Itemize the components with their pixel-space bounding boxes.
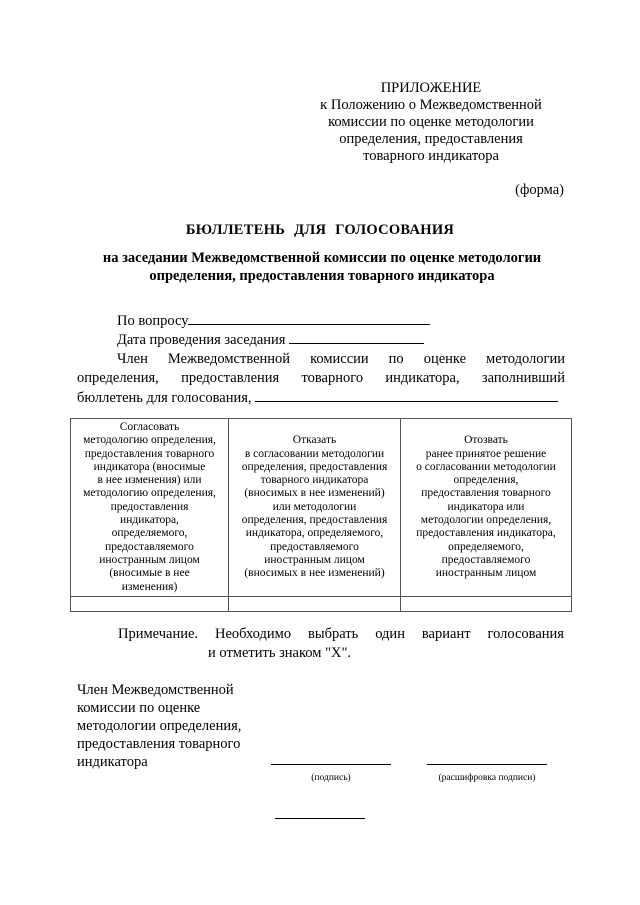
- date-input[interactable]: [289, 330, 424, 344]
- word: Примечание.: [118, 626, 199, 642]
- option-withdraw-line: предоставления товарного: [421, 487, 551, 500]
- word: по: [388, 351, 404, 367]
- option-withdraw-line: определения,: [453, 474, 519, 487]
- option-withdraw-line: предоставляемого: [441, 553, 531, 566]
- member-line-2: [77, 369, 565, 388]
- vote-cell-withdraw[interactable]: [401, 596, 572, 611]
- appendix-line: товарного индикатора: [363, 148, 499, 164]
- option-refuse: [229, 419, 401, 597]
- member-paragraph: [77, 350, 565, 408]
- option-withdraw-line: индикатора или: [447, 500, 525, 513]
- appendix-line: определения, предоставления: [339, 131, 523, 147]
- option-withdraw: [401, 419, 572, 597]
- option-refuse-line: определения, предоставления: [241, 460, 388, 473]
- question-field: [117, 311, 430, 330]
- word: Необходимо: [215, 626, 292, 642]
- word: один: [375, 626, 405, 642]
- option-refuse-line: определения, предоставления: [241, 514, 388, 527]
- word: комиссии: [310, 351, 369, 367]
- member-line-1: [77, 350, 565, 369]
- member-line-3-text: бюллетень для голосования,: [77, 390, 252, 406]
- option-approve-line: индикатора,: [120, 514, 179, 527]
- word: методологии: [486, 351, 565, 367]
- option-approve-line: предоставляемого: [105, 540, 194, 553]
- word: индикатора,: [385, 370, 460, 386]
- question-label: По вопросу: [117, 313, 189, 329]
- option-refuse-line: или методологии: [272, 500, 357, 513]
- option-approve-line: методологию определения,: [83, 434, 216, 447]
- subtitle-line: определения, предоставления товарного индикатора: [149, 268, 495, 284]
- note-line-2: и отметить знаком "X".: [208, 645, 352, 661]
- word: Член: [117, 351, 148, 367]
- option-refuse-line: (вносимых в нее изменений): [244, 487, 385, 500]
- member-name-input[interactable]: [255, 388, 558, 402]
- ballot-title: БЮЛЛЕТЕНЬ ДЛЯ ГОЛОСОВАНИЯ: [185, 222, 455, 238]
- subtitle-line: на заседании Межведомственной комиссии по оценке методологии: [102, 250, 542, 266]
- option-withdraw-line: о согласовании методологии: [416, 460, 556, 473]
- date-field: [117, 330, 424, 349]
- vote-cell-approve[interactable]: [71, 596, 229, 611]
- note-line-1: [118, 626, 564, 643]
- word: голосования: [487, 626, 564, 642]
- option-approve-line: (вносимые в нее: [109, 567, 190, 580]
- option-withdraw-line: Отозвать: [464, 434, 508, 447]
- signature-caption: (подпись): [311, 773, 351, 783]
- word: вариант: [421, 626, 471, 642]
- signature-member-label: [77, 681, 257, 771]
- signature-line[interactable]: [271, 764, 391, 765]
- appendix-line: ПРИЛОЖЕНИЕ: [380, 80, 482, 96]
- question-input[interactable]: [188, 311, 430, 325]
- signature-label-line: комиссии по оценке: [77, 700, 201, 716]
- option-approve-line: предоставления: [110, 500, 189, 513]
- option-approve-line: Согласовать: [119, 421, 180, 433]
- option-withdraw-line: методологии определения,: [420, 514, 552, 527]
- option-refuse-line: иностранным лицом: [264, 553, 365, 566]
- ballot-subtitle: [80, 249, 564, 285]
- option-withdraw-line: иностранным лицом: [435, 567, 537, 580]
- option-withdraw-line: определяемого,: [448, 540, 524, 553]
- word: оценке: [423, 351, 467, 367]
- vote-options-row: [71, 419, 572, 597]
- option-approve-line: иностранным лицом: [99, 553, 200, 566]
- option-approve: [71, 419, 229, 597]
- appendix-line: комиссии по оценке методологии: [328, 114, 534, 130]
- signature-label-line: индикатора: [77, 754, 148, 770]
- word: Межведомственной: [167, 351, 291, 367]
- signature-decoding-line[interactable]: [427, 764, 547, 765]
- date-label: Дата проведения заседания: [117, 332, 286, 348]
- signature-decoding-caption: (расшифровка подписи): [438, 773, 536, 783]
- signature-label-line: Член Межведомственной: [77, 682, 234, 698]
- option-withdraw-line: ранее принятое решение: [425, 447, 547, 460]
- member-line-3: [77, 388, 565, 408]
- option-approve-line: методологию определения,: [83, 487, 216, 500]
- option-refuse-line: товарного индикатора: [260, 474, 369, 487]
- word: заполнивший: [481, 370, 565, 386]
- appendix-header: [300, 80, 562, 165]
- option-approve-line: определяемого,: [111, 527, 188, 540]
- vote-cell-refuse[interactable]: [229, 596, 401, 611]
- option-refuse-line: Отказать: [292, 434, 337, 447]
- option-approve-line: изменения): [121, 580, 178, 593]
- vote-table: [70, 418, 572, 612]
- appendix-line: к Положению о Межведомственной: [320, 97, 542, 113]
- option-approve-line: предоставления товарного: [84, 447, 215, 460]
- option-refuse-line: в согласовании методологии: [244, 447, 385, 460]
- option-withdraw-line: предоставления индикатора,: [416, 527, 556, 540]
- option-approve-line: индикатора (вносимые: [93, 460, 206, 473]
- signature-label-line: методологии определения,: [77, 718, 242, 734]
- option-refuse-line: (вносимых в нее изменений): [244, 567, 385, 580]
- option-refuse-line: предоставляемого: [270, 540, 359, 553]
- word: товарного: [301, 370, 364, 386]
- word: выбрать: [308, 626, 359, 642]
- vote-mark-row: [71, 596, 572, 611]
- signature-label-line: предоставления товарного: [77, 736, 241, 752]
- date-signature-line[interactable]: [275, 818, 365, 819]
- word: предоставления: [181, 370, 280, 386]
- form-mark: (форма): [515, 182, 564, 198]
- option-approve-line: в нее изменения) или: [97, 474, 202, 487]
- option-refuse-line: индикатора, определяемого,: [245, 527, 384, 540]
- word: определения,: [77, 370, 159, 386]
